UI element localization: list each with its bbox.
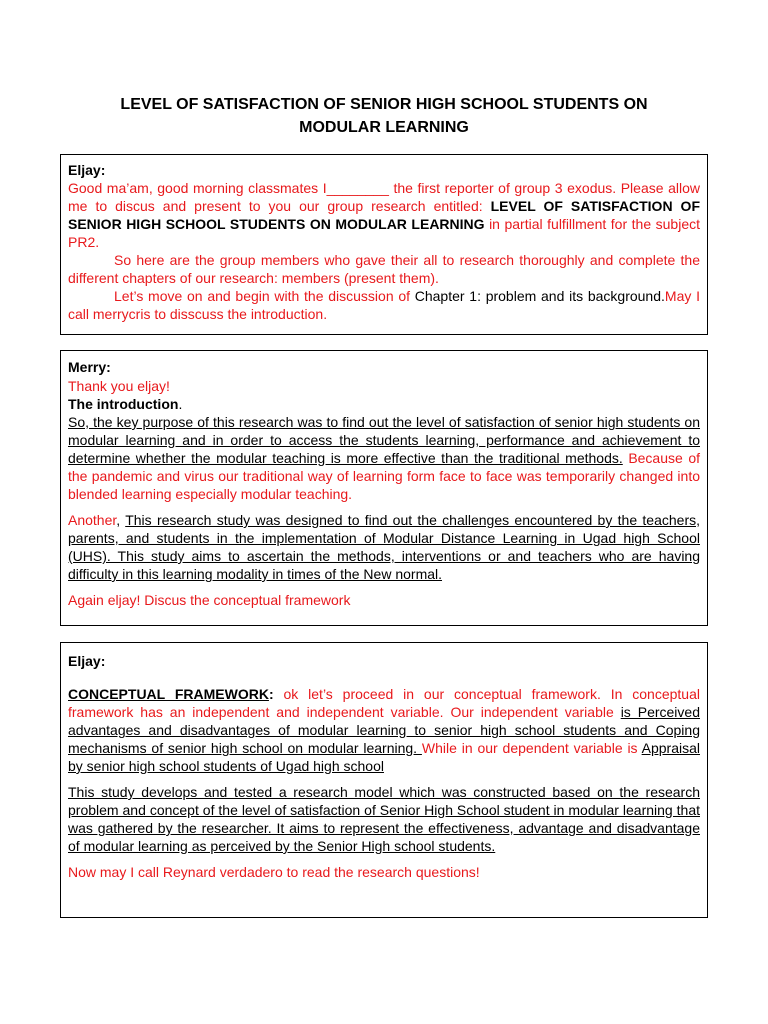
title-line-2: MODULAR LEARNING (299, 119, 469, 136)
group-members-paragraph: So here are the group members who gave their all to research thoroughly and complete the different chapters of our research: members (present them). (68, 252, 700, 286)
handoff-line: Again eljay! Discus the conceptual framework (68, 592, 351, 608)
document-title (60, 93, 708, 139)
script-box-merry-introduction (60, 350, 708, 626)
script-box-eljay-intro (60, 154, 708, 335)
speaker-name: Eljay: (68, 162, 106, 178)
speaker-name: Eljay: (68, 653, 106, 669)
thanks-line: Thank you eljay! (68, 378, 170, 394)
title-line-1: LEVEL OF SATISFACTION OF SENIOR HIGH SCHOOL STUDENTS ON (120, 96, 648, 113)
greeting-paragraph: Good ma’am, good morning classmates I________ the first reporter of group 3 exodus. Please allow me to discus and present to you our group research entitled: LEVEL OF SATISFACTION OF SENIOR HIGH SCHOOL STUDENTS ON MODULAR LEARNING in partial fulfillment for the subject PR2. (68, 180, 700, 250)
transition-paragraph: Let’s move on and begin with the discussion of Chapter 1: problem and its background.May I call merrycris to disscuss the introduction. (68, 288, 700, 322)
introduction-paragraph: So, the key purpose of this research was to find out the level of satisfaction of senior high students on modular learning and in order to access the students learning, performance and achievement to determine whether the modular teaching is more effective than the traditional methods. Because of the pandemic and virus our traditional way of learning form face to face was temporarily changed into blended learning especially modular teaching. (68, 414, 701, 502)
speaker-name: Merry: (68, 359, 111, 375)
study-design-paragraph: Another, This research study was designed to find out the challenges encountered by the teachers, parents, and students in the implementation of Modular Distance Learning in Ugad high School (UHS). This study aims to ascertain the methods, interventions or and teachers who are having difficulty in this learning modality in times of the New normal. (68, 512, 700, 582)
handoff-line: Now may I call Reynard verdadero to read the research questions! (68, 864, 480, 880)
conceptual-framework-paragraph: CONCEPTUAL FRAMEWORK: ok let’s proceed in our conceptual framework. In conceptual framework has an independent and independent variable. Our independent variable is Perceived advantages and disadvantages of modular learning to senior high school students and Coping mechanisms of senior high school on modular learning. While in our dependent variable is Appraisal by senior high school students of Ugad high school (68, 686, 700, 774)
research-model-paragraph: This study develops and tested a research model which was constructed based on the research problem and concept of the level of satisfaction of Senior High School student in modular learning that was gathered by the researcher. It aims to represent the effectiveness, advantage and disadvantage of modular learning as perceived by the Senior High school students. (68, 784, 700, 854)
introduction-heading: The introduction. (68, 396, 183, 412)
script-box-eljay-framework (60, 642, 708, 918)
